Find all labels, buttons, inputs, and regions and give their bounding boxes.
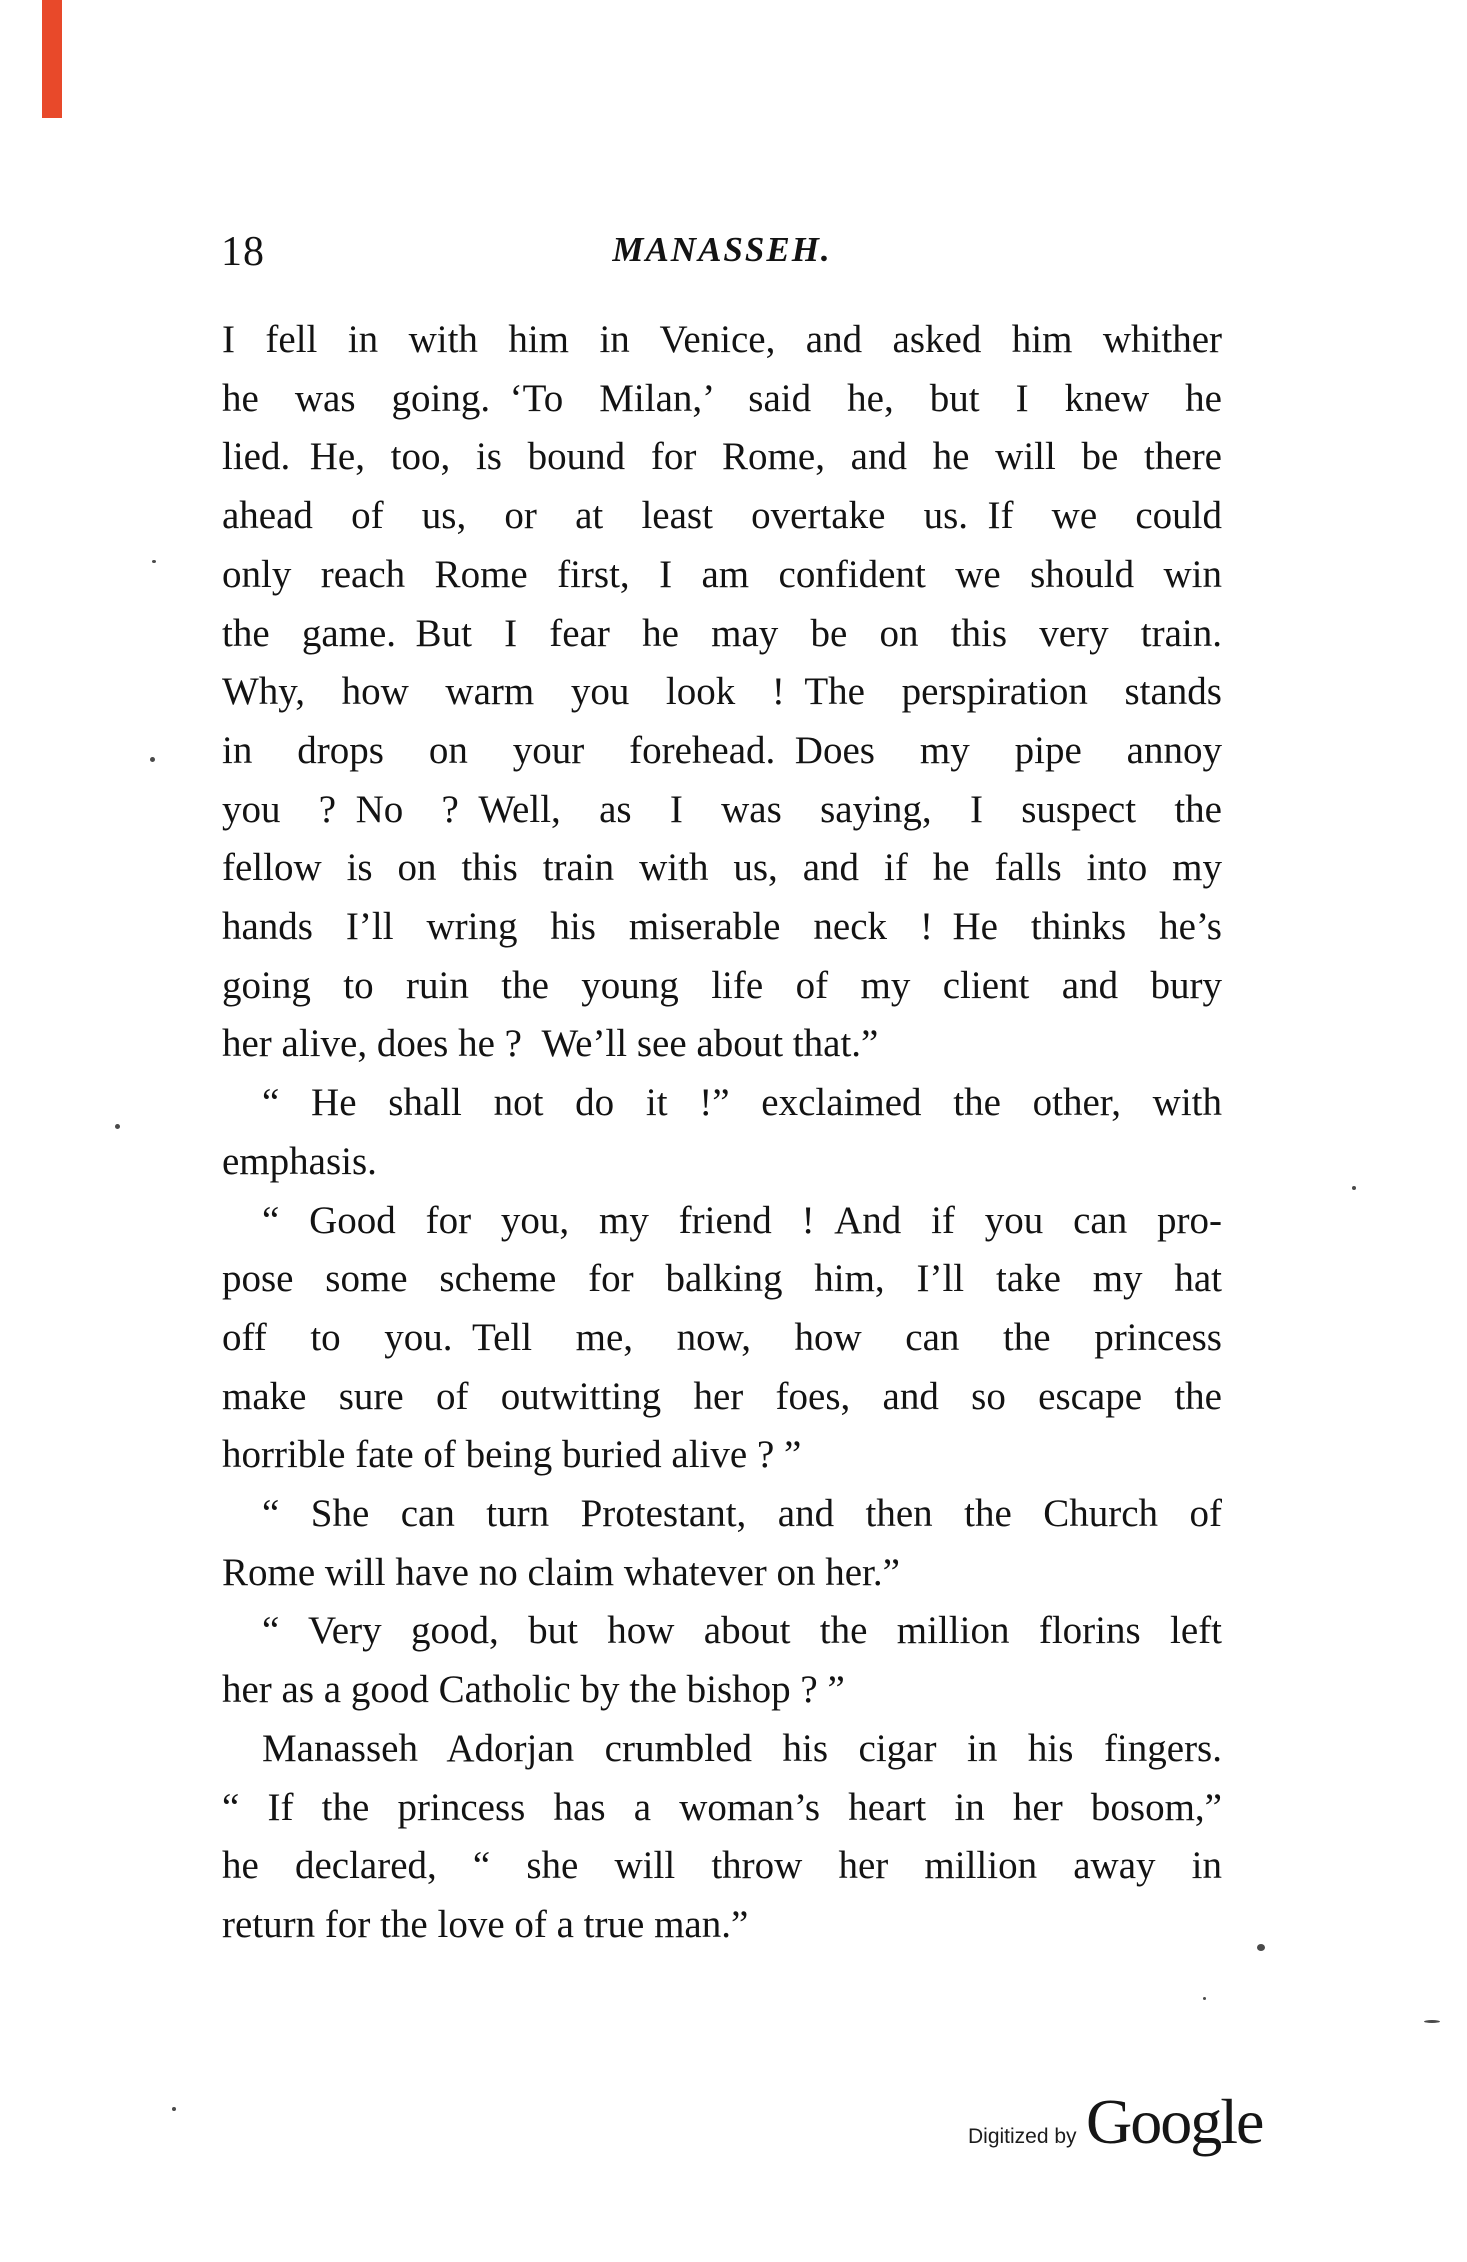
digitized-by-label: Digitized by <box>968 2125 1077 2148</box>
text-line: going to ruin the young life of my client and bury <box>222 963 1222 1007</box>
text-line: he declared, “ she will throw her million away in <box>222 1844 1222 1888</box>
text-line: in drops on your forehead. Does my pipe annoy <box>222 728 1222 772</box>
text-line: off to you. Tell me, now, how can the princess <box>222 1315 1222 1359</box>
running-title: MANASSEH. <box>612 230 832 269</box>
scan-speck <box>172 2107 176 2111</box>
text-line: lied. He, too, is bound for Rome, and he will be there <box>222 435 1222 479</box>
text-line: her as a good Catholic by the bishop ? ” <box>222 1668 845 1712</box>
scan-speck <box>115 1124 120 1129</box>
page-number: 18 <box>221 229 265 275</box>
text-line: fellow is on this train with us, and if he falls into my <box>222 846 1222 890</box>
text-line: “ Good for you, my friend ! And if you can pro- <box>262 1198 1222 1242</box>
text-line: you ? No ? Well, as I was saying, I suspect the <box>222 787 1222 831</box>
text-line: Rome will have no claim whatever on her.” <box>222 1550 900 1594</box>
text-line: ahead of us, or at least overtake us. If we could <box>222 494 1222 538</box>
scan-speck <box>1352 1186 1356 1190</box>
text-line: return for the love of a true man.” <box>222 1902 749 1946</box>
text-line: Why, how warm you look ! The perspiration stands <box>222 670 1222 714</box>
text-line: her alive, does he ? We’ll see about that.” <box>222 1022 879 1066</box>
text-line: make sure of outwitting her foes, and so escape the <box>222 1374 1222 1418</box>
text-line: only reach Rome first, I am confident we should win <box>222 552 1222 596</box>
text-line: “ He shall not do it !” exclaimed the other, with <box>262 1081 1222 1125</box>
scan-speck <box>152 560 156 563</box>
text-line: “ Very good, but how about the million florins left <box>262 1609 1222 1653</box>
text-line: he was going. ‘To Milan,’ said he, but I knew he <box>222 376 1222 420</box>
text-line: pose some scheme for balking him, I’ll take my hat <box>222 1257 1222 1301</box>
text-line: Manasseh Adorjan crumbled his cigar in his fingers. <box>262 1726 1222 1770</box>
scan-speck <box>150 757 155 762</box>
text-line: horrible fate of being buried alive ? ” <box>222 1433 802 1477</box>
text-line: “ She can turn Protestant, and then the Church of <box>262 1492 1222 1536</box>
text-line: the game. But I fear he may be on this very train. <box>222 611 1222 655</box>
scan-speck <box>1424 2020 1440 2023</box>
google-logo: Google <box>1086 2086 1263 2157</box>
text-line: emphasis. <box>222 1139 377 1183</box>
text-line: hands I’ll wring his miserable neck ! He thinks he’s <box>222 905 1222 949</box>
text-line: “ If the princess has a woman’s heart in her bosom,” <box>222 1785 1222 1829</box>
scan-speck <box>1203 1997 1206 2000</box>
scan-speck <box>1257 1944 1265 1951</box>
text-line: I fell in with him in Venice, and asked him whither <box>222 318 1222 361</box>
